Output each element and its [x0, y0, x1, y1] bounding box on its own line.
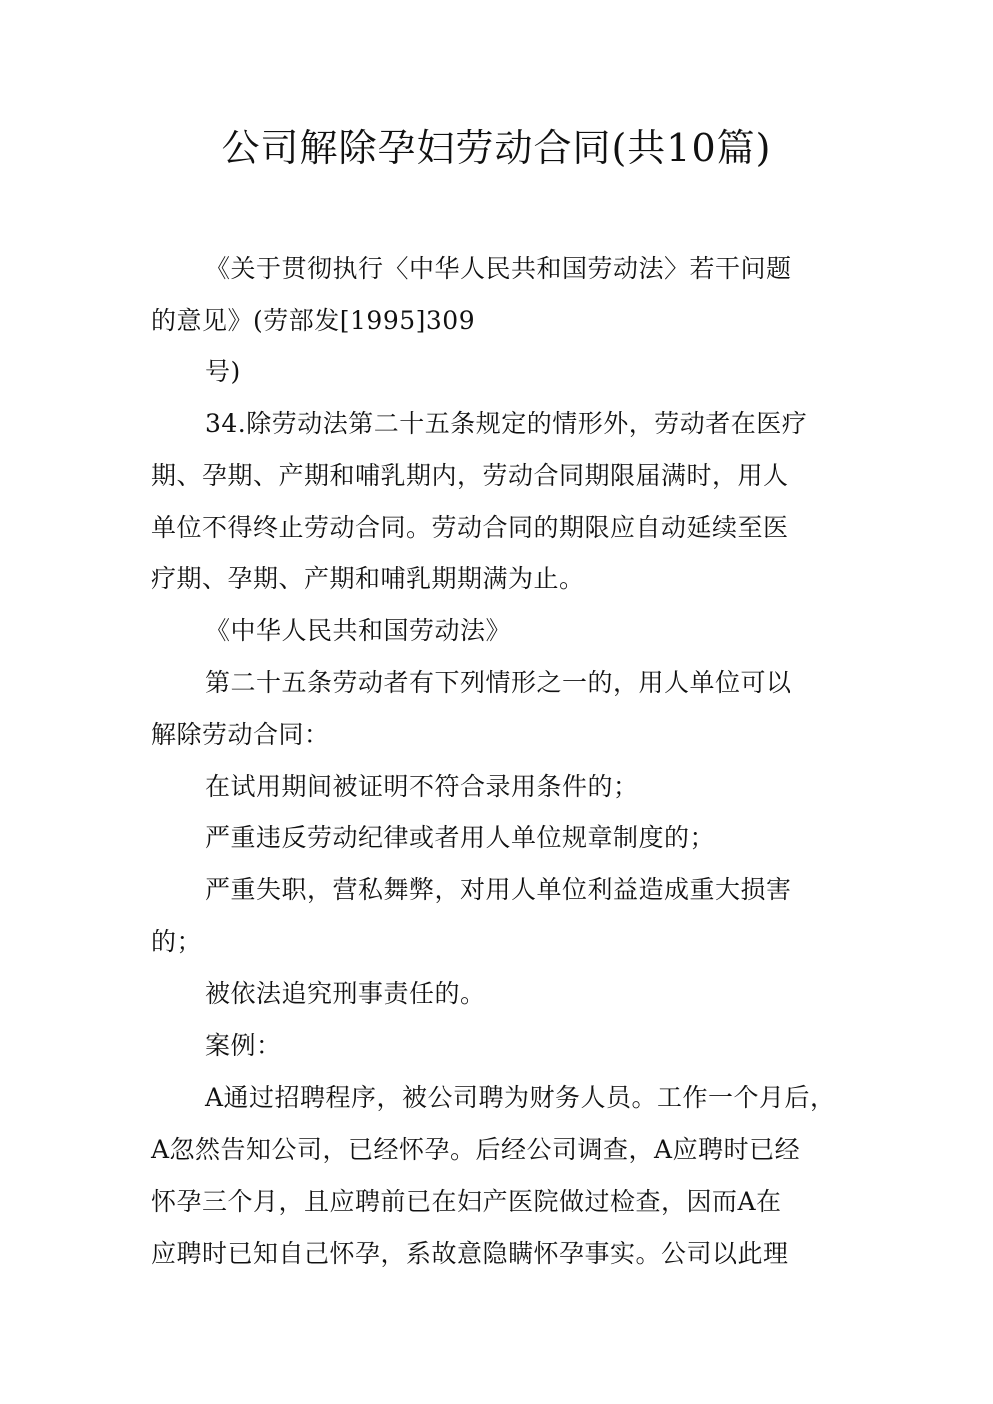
text-line: 的； — [151, 927, 203, 956]
text-line: 34.除劳动法第二十五条规定的情形外，劳动者在医疗 — [205, 409, 808, 438]
text-line: 案例： — [205, 1031, 282, 1060]
text-line: A通过招聘程序，被公司聘为财务人员。工作一个月后， — [205, 1083, 836, 1112]
text-line: 单位不得终止劳动合同。劳动合同的期限应自动延续至医 — [151, 513, 789, 542]
document-title: 公司解除孕妇劳动合同(共10篇) — [221, 126, 772, 170]
text-line: 期、孕期、产期和哺乳期内，劳动合同期限届满时，用人 — [151, 461, 789, 490]
text-line: 号) — [205, 357, 241, 386]
text-line: 解除劳动合同： — [151, 720, 330, 749]
text-line: 《关于贯彻执行〈中华人民共和国劳动法〉若干问题 — [205, 254, 792, 283]
text-line: A忽然告知公司，已经怀孕。后经公司调查，A应聘时已经 — [151, 1135, 801, 1164]
text-line: 《中华人民共和国劳动法》 — [205, 616, 512, 645]
text-line: 严重违反劳动纪律或者用人单位规章制度的； — [205, 823, 716, 852]
text-line: 的意见》(劳部发[1995]309 — [151, 306, 476, 335]
text-line: 应聘时已知自己怀孕，系故意隐瞒怀孕事实。公司以此理 — [151, 1239, 789, 1268]
text-line: 被依法追究刑事责任的。 — [205, 979, 486, 1008]
text-line: 严重失职，营私舞弊，对用人单位利益造成重大损害 — [205, 875, 792, 904]
text-line: 疗期、孕期、产期和哺乳期期满为止。 — [151, 564, 585, 593]
text-line: 在试用期间被证明不符合录用条件的； — [205, 772, 639, 801]
text-line: 第二十五条劳动者有下列情形之一的，用人单位可以 — [205, 668, 792, 697]
text-line: 怀孕三个月，且应聘前已在妇产医院做过检查，因而A在 — [151, 1187, 782, 1216]
